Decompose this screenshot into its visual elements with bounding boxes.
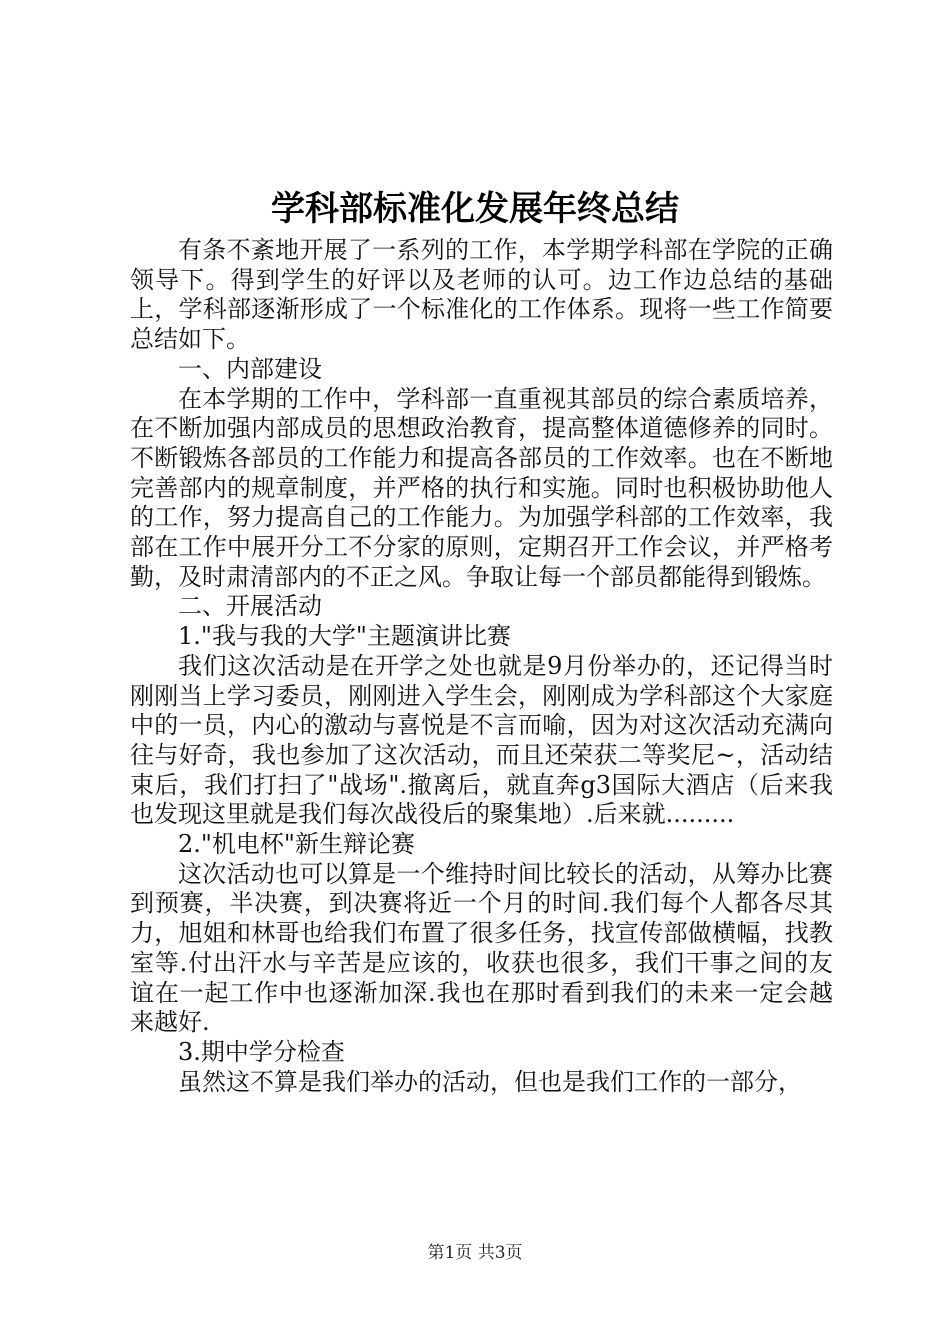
- debate-paragraph: 这次活动也可以算是一个维持时间比较长的活动，从筹办比赛到预赛，半决赛，到决赛将近一个月的时间.我们每个人都各尽其力，旭姐和林哥也给我们布置了很多任务，找宣传部做横幅，找教室等.付出汗水与辛苦是应该的，收获也很多，我们干事之间的友谊在一起工作中也逐渐加深.我也在那时看到我们的未来一定会越来越好.: [130, 859, 833, 1037]
- document-body: [130, 236, 833, 1097]
- page-footer: 第1页 共3页: [427, 1243, 523, 1263]
- section-heading-internal: 一、内部建设: [178, 354, 322, 383]
- speech-contest-paragraph: 我们这次活动是在开学之处也就是9月份举办的，还记得当时刚刚当上学习委员，刚刚进入学生会，刚刚成为学科部这个大家庭中的一员，内心的激动与喜悦是不言而喻，因为对这次活动充满向往与好奇，我也参加了这次活动，而且还荣获二等奖尼~，活动结束后，我们打扫了"战场".撤离后，就直奔g3国际大酒店（后来我也发现这里就是我们每次战役后的聚集地）.后来就.........: [130, 651, 833, 829]
- section-heading-activities: 二、开展活动: [178, 592, 322, 621]
- intro-paragraph: 有条不紊地开展了一系列的工作，本学期学科部在学院的正确领导下。得到学生的好评以及老师的认可。边工作边总结的基础上，学科部逐渐形成了一个标准化的工作体系。现将一些工作简要总结如下。: [130, 236, 833, 354]
- credit-check-paragraph: 虽然这不算是我们举办的活动，但也是我们工作的一部分，: [178, 1067, 802, 1096]
- internal-paragraph: 在本学期的工作中，学科部一直重视其部员的综合素质培养，在不断加强内部成员的思想政治教育，提高整体道德修养的同时。不断锻炼各部员的工作能力和提高各部员的工作效率。也在不断地完善部内的规章制度，并严格的执行和实施。同时也积极协助他人的工作，努力提高自己的工作能力。为加强学科部的工作效率，我部在工作中展开分工不分家的原则，定期召开工作会议，并严格考勤，及时肃清部内的不正之风。争取让每一个部员都能得到锻炼。: [130, 384, 833, 591]
- subheading-debate: 2."机电杯"新生辩论赛: [178, 830, 415, 859]
- subheading-credit-check: 3.期中学分检查: [178, 1037, 345, 1066]
- document-title: 学科部标准化发展年终总结: [271, 189, 679, 229]
- subheading-speech-contest: 1."我与我的大学"主题演讲比赛: [178, 622, 511, 651]
